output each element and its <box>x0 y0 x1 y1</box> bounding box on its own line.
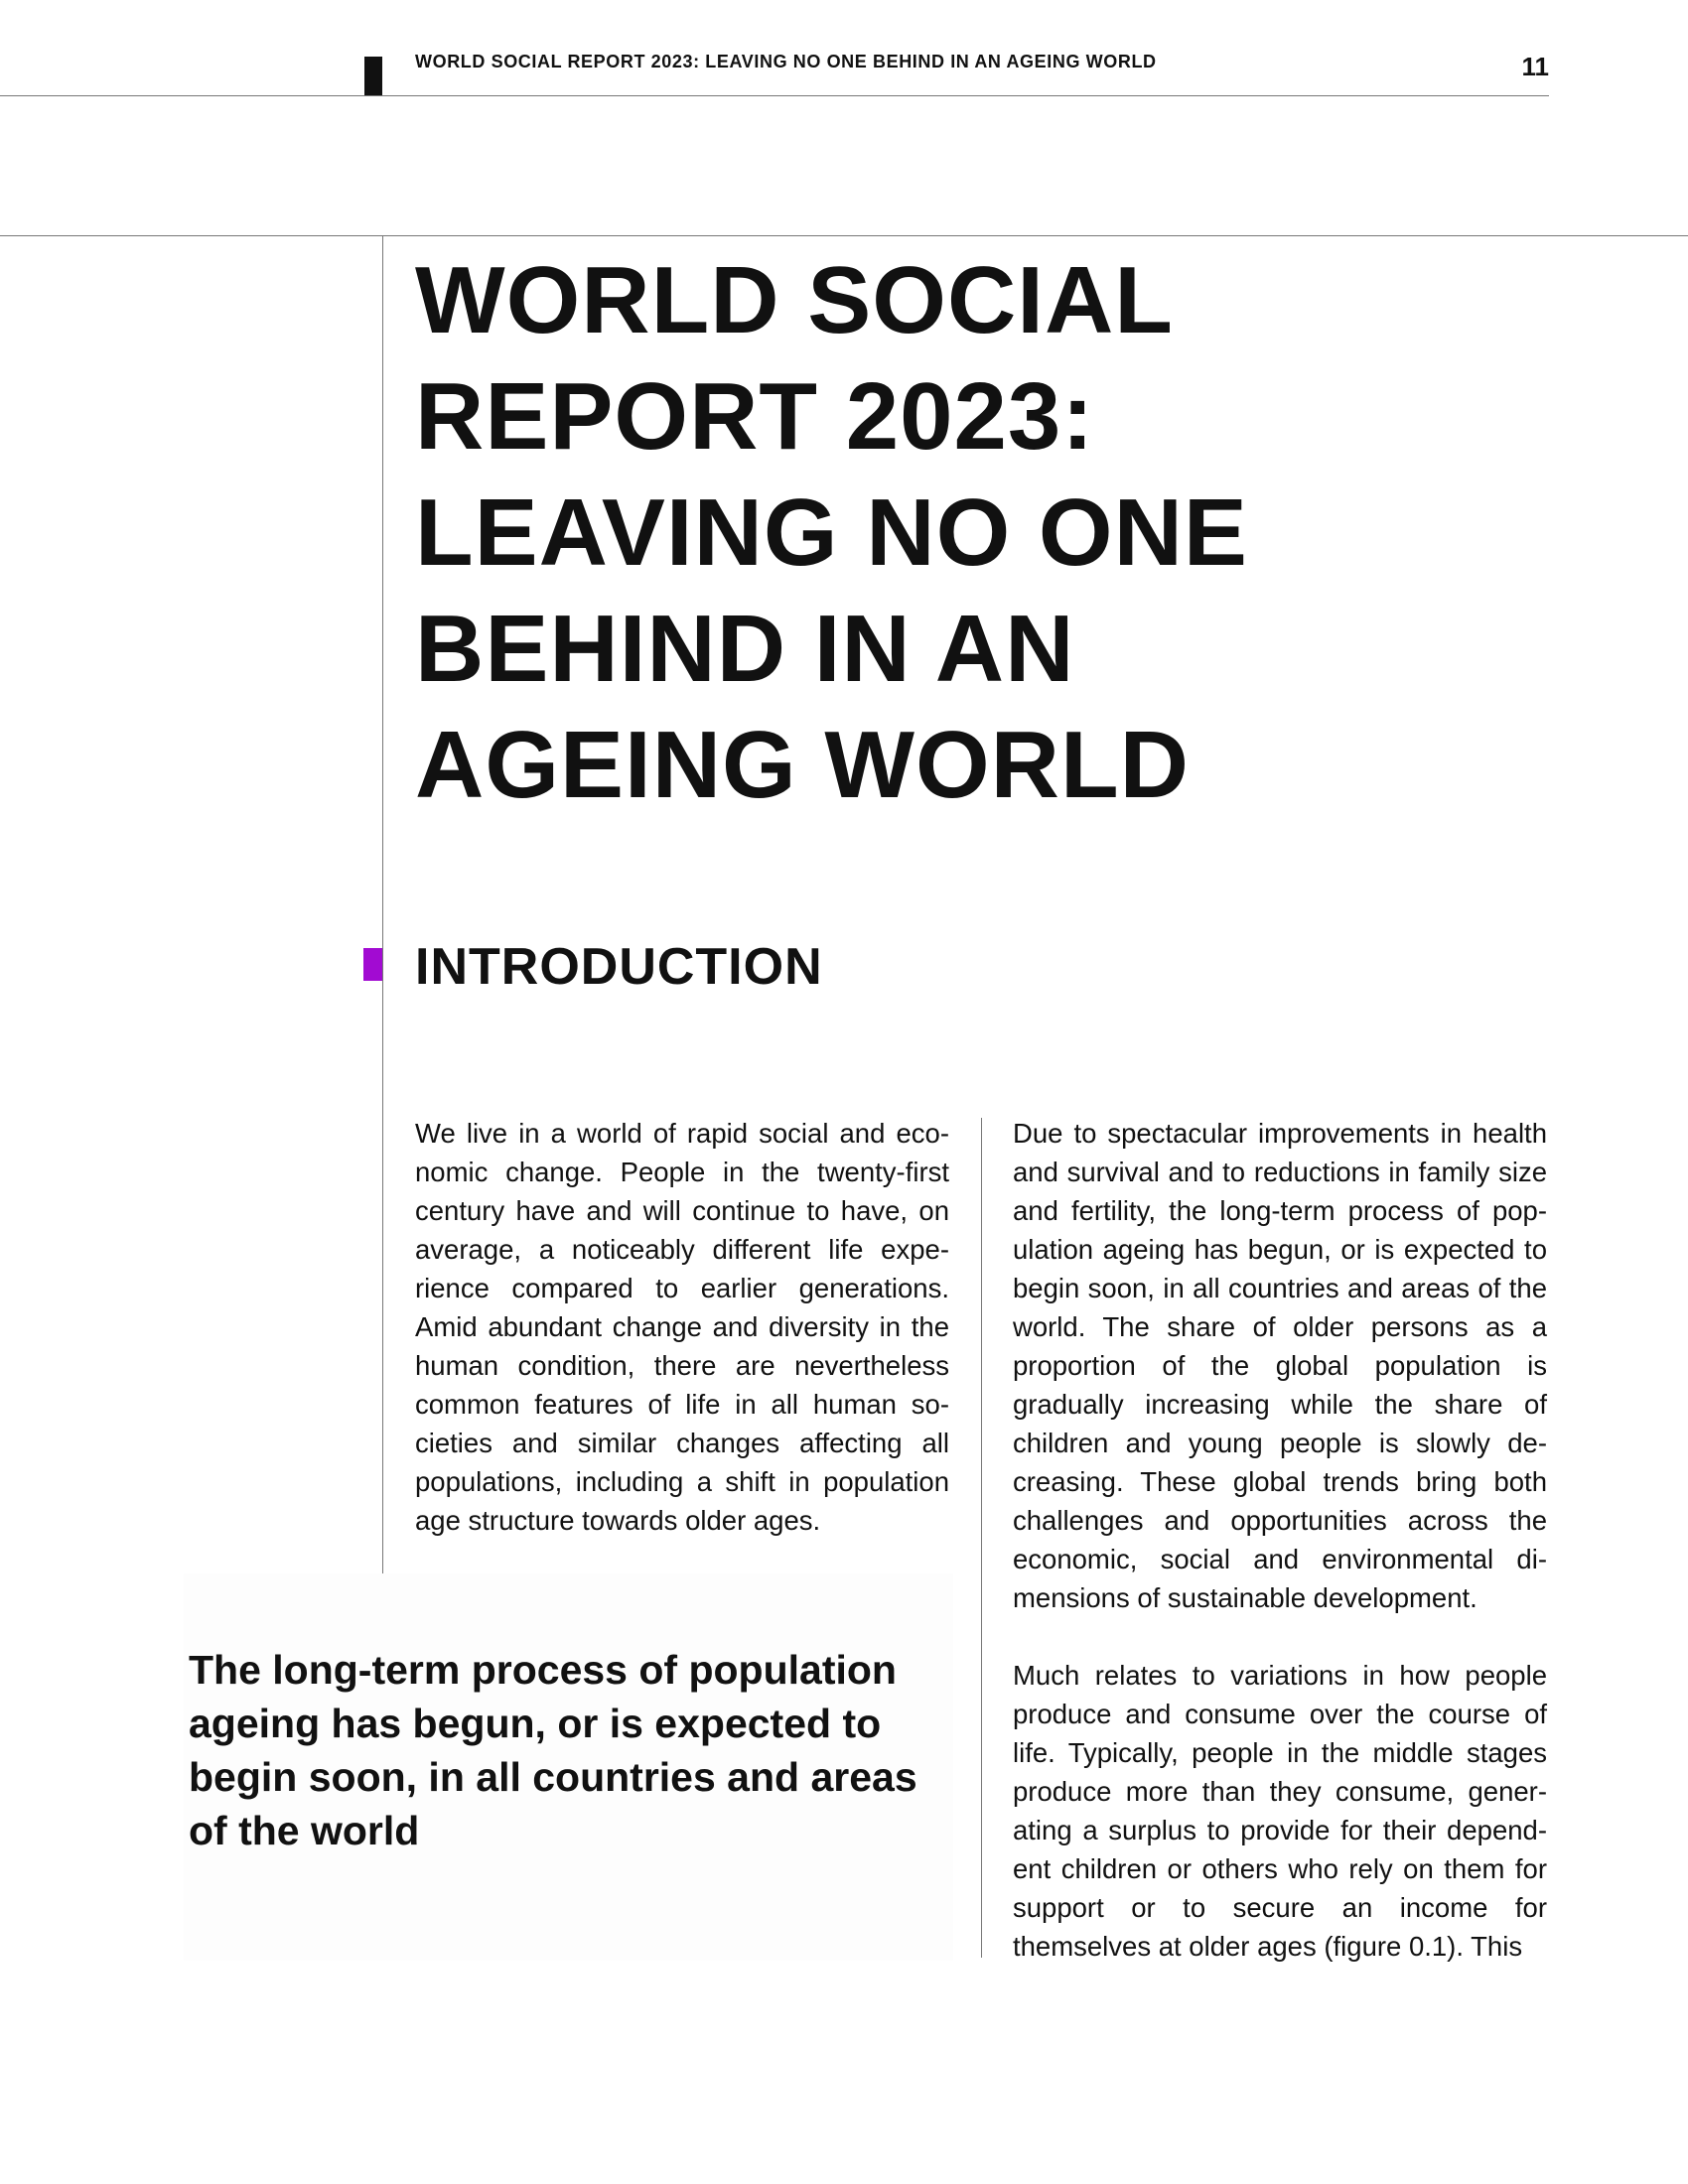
left-vertical-rule <box>382 235 383 1575</box>
page-number: 11 <box>1521 52 1549 81</box>
pull-quote: The long-term process of population ageing has begun, or is expected to begin soon, in all countries and areas of the world <box>189 1647 917 1853</box>
body-column-right <box>1013 1114 1547 1966</box>
header-divider <box>0 95 1549 96</box>
body-paragraph: Due to spectacular improvements in health and survival and to reductions in family size and fertility, the long-term process of population ageing has begun, or is expected to begin soon, in all countries and areas of the world. The share of older persons as a proportion of the global population is gradually increasing while the share of children and young people is slowly decreasing. These global trends bring both challenges and opportunities across the economic, social and environmental dimensions of sustainable development. <box>1013 1118 1547 1613</box>
header-marker-block <box>364 57 382 96</box>
body-paragraph: We live in a world of rapid social and economic change. People in the twenty-first century have and will continue to have, on average, a noticeably different life experience compared to earlier generations. Amid abundant change and diversity in the human condition, there are nevertheless common features of life in all human societies and similar changes affecting all populations, including a shift in population age structure towards older ages. <box>415 1118 949 1536</box>
section-divider <box>0 235 1688 236</box>
column-divider <box>981 1118 982 1958</box>
body-column-left <box>415 1114 949 1540</box>
running-header-title: WORLD SOCIAL REPORT 2023: LEAVING NO ONE BEHIND IN AN AGEING WORLD <box>415 52 1157 71</box>
body-paragraph: Much relates to variations in how people produce and consume over the course of life. Typically, people in the middle stages produce more than they consume, generating a surplus to provide for their dependent children or others who rely on them for support or to secure an income for themselves at older ages (figure 0.1). This <box>1013 1660 1547 1962</box>
page-title: WORLD SOCIAL REPORT 2023: LEAVING NO ONE BEHIND IN AN AGEING WORLD <box>415 247 1248 818</box>
section-heading: INTRODUCTION <box>415 938 823 996</box>
section-accent-marker <box>363 948 382 981</box>
